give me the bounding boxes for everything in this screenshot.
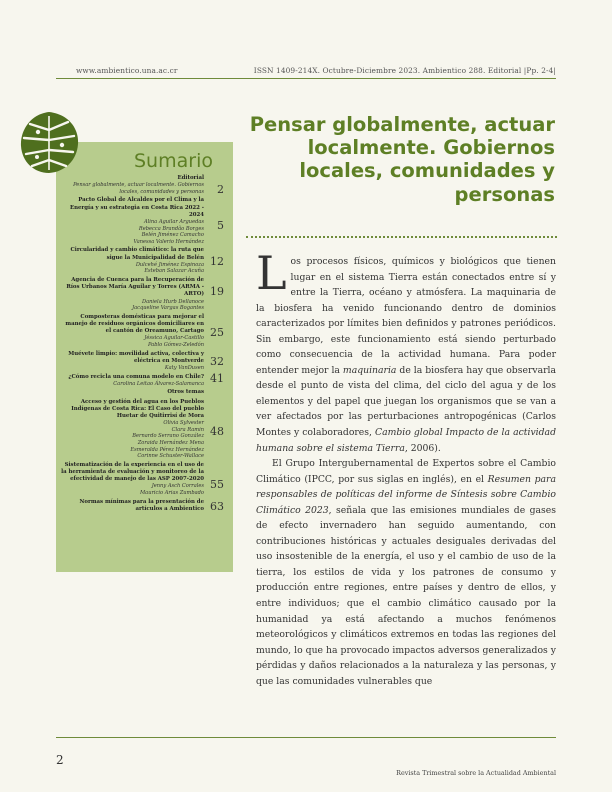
footer-journal: Revista Trimestral sobre la Actualidad Ambiental [396,769,556,777]
toc-entry-authors: Daniela Hurb Dellanoce Jacqueline Vargas Bogantes [132,298,204,312]
toc-entry-title: Normas mínimas para la presentación de artículos a Ambientico [79,498,204,512]
footer-rule [56,737,556,738]
toc-entry[interactable] [60,399,228,460]
toc-section-title: Otros temas [167,389,204,396]
toc-entry-page: 32 [210,354,224,368]
toc-entry-title: Agencia de Cuenca para la Recuperación de Ríos Urbanos María Aguilar y Torres (ARMA - ARTO) [66,276,204,298]
toc-entry-page: 55 [210,477,224,491]
toc-entry-title: Pacto Global de Alcaldes por el Clima y la Energía y su estrategia en Costa Rica 2022 - 2024 [69,197,204,218]
toc-entry[interactable] [60,197,228,245]
table-of-contents [60,175,228,515]
toc-entry-authors: Jenny Asch Corrales Mauricio Arias Zumbado [139,483,204,496]
toc-entry[interactable] [60,247,228,275]
toc-entry-authors: Olivia Sylvester Clara Ramin Bernardo Serrano González Zoraida Hernández Mena Esmeralda Pérez Hernández Corinne Schuster-Wallace [130,420,204,460]
paragraph-2: El Grupo Intergubernamental de Expertos sobre el Cambio Climático (IPCC, por sus siglas en inglés), en el Resumen para responsables de políticas del informe de Síntesis sobre Cambio Climático 2023, señala que las emisiones mundiales de gases de efecto invernadero han seguido aumentando, con contribuciones históricas y actuales desiguales derivadas del uso insostenible de la energía, el uso y el cambio de uso de la tierra, los estilos de vida y los patrones de consumo y producción entre regiones, entre países y dentro de ellos, y entre individuos; que el cambio climático causado por la humanidad ya está afectando a muchos fenómenos meteorológicos y climáticos extremos en todas las regiones del mundo, lo que ha provocado impactos adversos generalizados y pérdidas y daños relacionados a la naturaleza y las personas, y que las comunidades vulnerables que [256,458,556,687]
title-divider [246,236,557,238]
page-number: 2 [56,753,64,767]
header-issn: ISSN 1409-214X. Octubre-Diciembre 2023. Ambientico 288. Editorial |Pp. 2-4| [253,66,556,75]
dropcap: L [256,246,287,300]
toc-entry[interactable] [60,462,228,497]
toc-entry-authors: Jéssica Aguilar-Castillo Pablo Gómez-Zeledón [144,335,204,348]
monstera-leaf-icon [18,110,80,176]
toc-entry-page: 48 [210,424,224,438]
toc-entry-title: Muévete limpio: movilidad activa, colectiva y eléctrica en Montverde [68,350,204,364]
toc-entry[interactable] [60,371,228,388]
toc-entry-title: Circularidad y cambio climático: la ruta que sigue la Municipalidad de Belén [70,247,204,261]
toc-entry-page: 41 [210,371,224,385]
toc-entry-title: Editorial [177,175,204,181]
paragraph-1: Los procesos físicos, químicos y biológicos que tienen lugar en el sistema Tierra están conectados entre sí y entre la Tierra, océano y atmósfera. La maquinaria de la biosfera ha venido funcionando dentro de dominios caracterizados por límites bien definidos y patrones periódicos. Sin embargo, este funcionamiento está siendo perturbado como consecuencia de la actividad humana. Para poder entender mejor la maquinaria de la biosfera hay que observarla desde el punto de vista del clima, del ciclo del agua y de los elementos y del papel que juegan los organismos que se van a ver afectados por las perturbaciones antropogénicas (Carlos Montes y colaboradores, Cambio global Impacto de la actividad humana sobre el sistema Tierra, 2006). [256,246,557,454]
header-url: www.ambientico.una.ac.cr [76,66,178,75]
toc-entry-title: Sistematización de la experiencia en el uso de la herramienta de evaluación y monitoreo de la efectividad de manejo de las ASP 2007-2020 [61,461,204,483]
toc-entry[interactable] [60,499,228,513]
toc-entry-page: 5 [217,219,224,233]
toc-entry-page: 19 [210,284,224,298]
toc-section-heading [60,389,228,396]
toc-entry-page: 63 [210,499,224,513]
toc-entry[interactable] [60,175,228,195]
toc-entry[interactable] [60,277,228,312]
header-rule [56,78,556,79]
toc-entry-authors: Dulcehé Jiménez Espinoza Esteban Salazar Acuña [135,261,204,275]
summary-title: Sumario [134,150,213,172]
toc-entry-authors: Pensar globalmente, actuar localmente. Gobiernos locales, comunidades y personas [73,182,204,195]
toc-entry-title: Composteras domésticas para mejorar el manejo de residuos orgánicos domiciliares en el cantón de Oreamuno, Cartago [65,313,204,335]
toc-entry-authors: Katy VanDusen [164,364,204,371]
toc-entry-authors: Carolina Leitao Álvarez-Salamanca [113,380,204,387]
toc-entry-page: 25 [210,325,224,339]
toc-entry[interactable] [60,351,228,372]
toc-entry-page: 2 [217,183,224,196]
toc-entry-title: ¿Cómo recicla una comuna modelo en Chile? [68,373,204,380]
toc-entry-title: Acceso y gestión del agua en los Pueblos Indígenas de Costa Rica: El Caso del pueblo Huetar de Quitirrisí de Mora [71,398,204,419]
toc-entry[interactable] [60,314,228,349]
article-body [256,246,557,689]
toc-entry-page: 12 [210,255,224,269]
article-title: Pensar globalmente, actuar localmente. Gobiernos locales, comunidades y personas [249,113,555,206]
toc-entry-authors: Alina Aguilar Arguedas Rebecca Brandão Borges Belén Jiménez Camacho Vanessa Valerio Hernández [133,219,204,245]
